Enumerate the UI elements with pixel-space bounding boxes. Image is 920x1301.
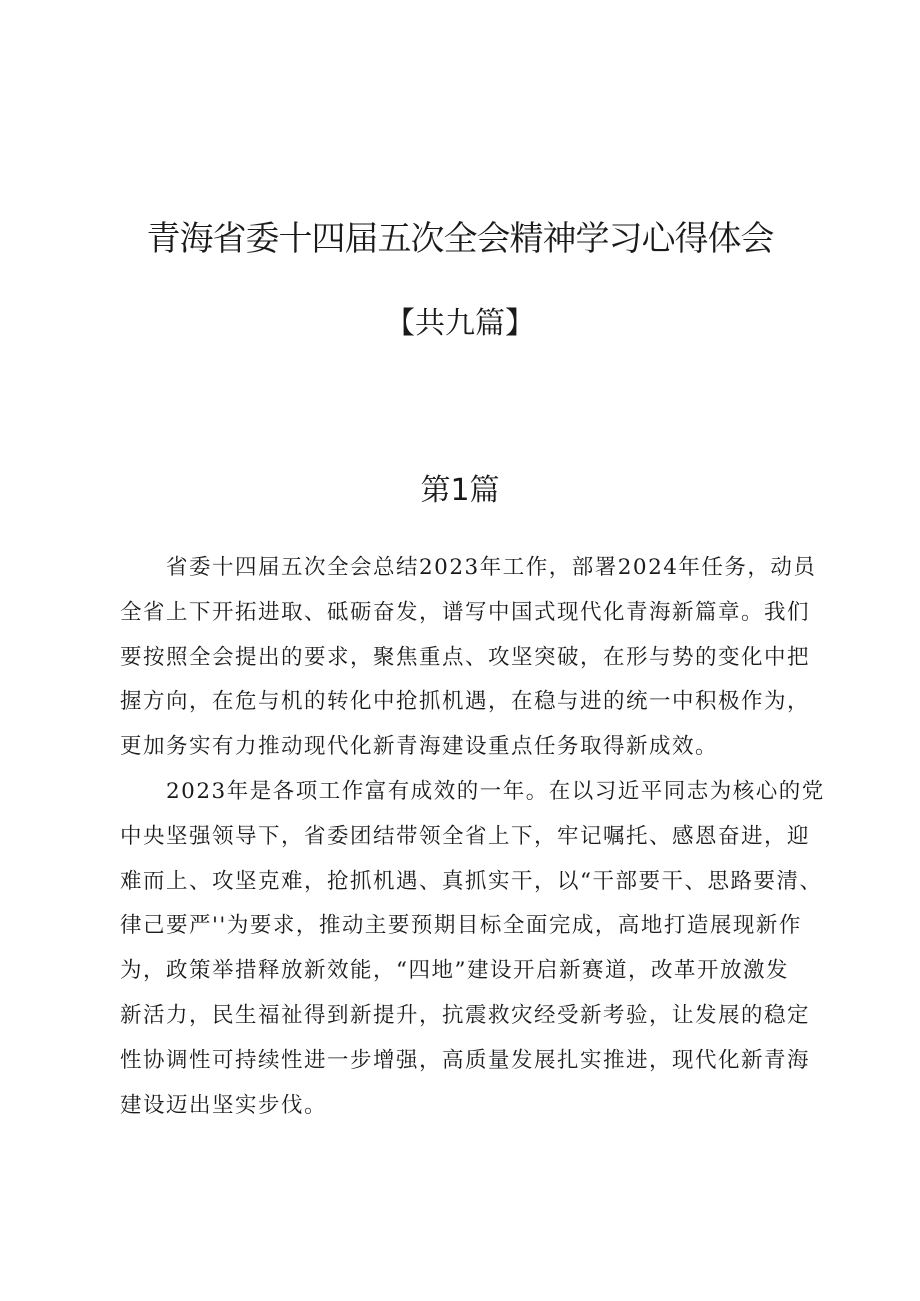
paragraph-line: 性协调性可持续性进一步增强，高质量发展扎实推进，现代化新青海 (120, 1047, 811, 1073)
paragraph-line: 律己要严''为要求，推动主要预期目标全面完成，高地打造展现新作 (120, 913, 802, 939)
body-paragraph (120, 770, 840, 1128)
paragraph-line: 2023年是各项工作富有成效的一年。在以习近平同志为核心的党 (120, 779, 825, 804)
paragraph-line: 握方向，在危与机的转化中抢抓机遇，在稳与进的统一中积极作为， (120, 689, 811, 715)
paragraph-line: 要按照全会提出的要求，聚焦重点、攻坚突破，在形与势的变化中把 (120, 644, 811, 670)
paragraph-line: 难而上、攻坚克难，抢抓机遇、真抓实干，以“干部要干、思路要清、 (120, 868, 823, 894)
paragraph-line: 省委十四届五次全会总结2023年工作，部署2024年任务，动员 (120, 555, 817, 580)
body-paragraph (120, 546, 840, 770)
paragraph-line: 为，政策举措释放新效能，“四地”建设开启新赛道，改革开放激发 (120, 958, 789, 984)
document-subtitle: 【共九篇】 (385, 306, 535, 341)
paragraph-line: 新活力，民生福祉得到新提升，抗震救灾经受新考验，让发展的稳定 (120, 1002, 811, 1028)
paragraph-line: 建设迈出坚实步伐。 (120, 1092, 328, 1118)
document-title: 青海省委十四届五次全会精神学习心得体会 (146, 219, 774, 259)
paragraph-line: 更加务实有力推动现代化新青海建设重点任务取得新成效。 (120, 734, 719, 760)
paragraph-line: 全省上下开拓进取、砥砺奋发，谱写中国式现代化青海新篇章。我们 (120, 599, 811, 625)
paragraph-line: 中央坚强领导下，省委团结带领全省上下，牢记嘱托、感恩奋进，迎 (120, 823, 811, 849)
section-heading: 第1篇 (420, 473, 500, 508)
